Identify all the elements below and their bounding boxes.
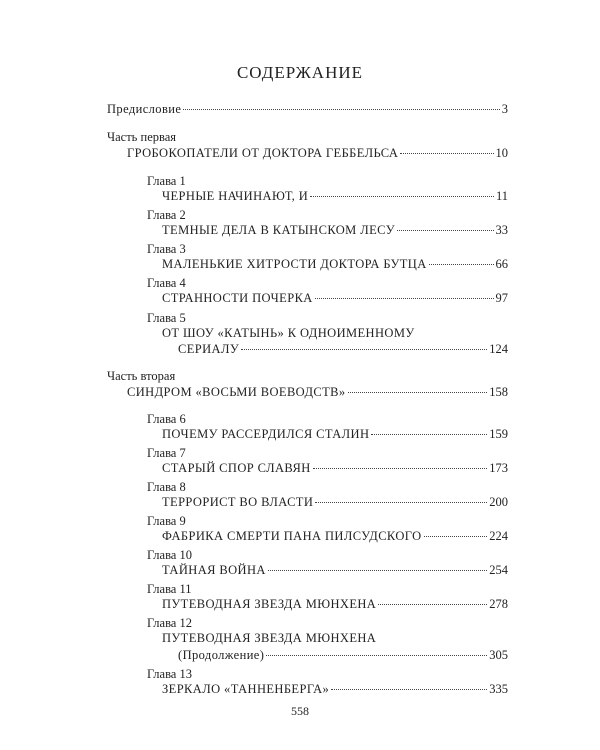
entry-page: 33: [495, 223, 508, 237]
entry-title: СТРАННОСТИ ПОЧЕРКА: [162, 291, 313, 305]
entry-title: ЧЕРНЫЕ НАЧИНАЮТ, И: [162, 189, 309, 203]
entry-title: МАЛЕНЬКИЕ ХИТРОСТИ ДОКТОРА БУТЦА: [162, 257, 427, 271]
chapter-label: Глава 1: [147, 174, 186, 188]
part-label: Часть первая: [107, 130, 177, 144]
toc-entry-chapter: [162, 290, 508, 306]
entry-title: ТЕМНЫЕ ДЕЛА В КАТЫНСКОМ ЛЕСУ: [162, 223, 395, 237]
entry-title: СЕРИАЛУ: [178, 342, 240, 356]
entry-title: СТАРЫЙ СПОР СЛАВЯН: [162, 461, 311, 475]
dot-leader: [348, 391, 488, 393]
toc-entry-chapter: [178, 647, 508, 663]
entry-page: 254: [489, 563, 508, 577]
dot-leader: [429, 263, 494, 265]
chapter-label: Глава 11: [147, 582, 192, 596]
entry-title: (Продолжение): [178, 648, 265, 662]
toc-entry-chapter: [162, 460, 508, 476]
toc-entry-chapter: [162, 256, 508, 272]
chapter-label: Глава 13: [147, 667, 192, 681]
toc-entry-chapter: [162, 681, 508, 697]
entry-title-line1: ОТ ШОУ «КАТЫНЬ» К ОДНОИМЕННОМУ: [162, 326, 415, 340]
part-label: Часть вторая: [107, 369, 176, 383]
chapter-label: Глава 12: [147, 616, 192, 630]
chapter-label: Глава 9: [147, 514, 186, 528]
dot-leader: [268, 569, 487, 571]
dot-leader: [315, 501, 487, 503]
dot-leader: [266, 654, 487, 656]
entry-page: 224: [489, 529, 508, 543]
entry-page: 305: [489, 648, 508, 662]
entry-page: 3: [501, 102, 508, 116]
entry-title-line1: ПУТЕВОДНАЯ ЗВЕЗДА МЮНХЕНА: [162, 631, 377, 645]
page-title: СОДЕРЖАНИЕ: [236, 63, 364, 82]
chapter-label: Глава 4: [147, 276, 186, 290]
toc-entry-part: [127, 145, 508, 161]
chapter-label: Глава 6: [147, 412, 186, 426]
toc-entry-chapter: [162, 528, 508, 544]
entry-title: ФАБРИКА СМЕРТИ ПАНА ПИЛСУДСКОГО: [162, 529, 422, 543]
chapter-label: Глава 5: [147, 311, 186, 325]
toc-entry-chapter: [162, 188, 508, 204]
dot-leader: [241, 348, 487, 350]
dot-leader: [397, 229, 494, 231]
entry-title: ТАЙНАЯ ВОЙНА: [162, 563, 266, 577]
entry-page: 200: [489, 495, 508, 509]
entry-page: 173: [489, 461, 508, 475]
entry-page: 158: [489, 385, 508, 399]
entry-title: ТЕРРОРИСТ ВО ВЛАСТИ: [162, 495, 314, 509]
dot-leader: [424, 535, 488, 537]
entry-page: 278: [489, 597, 508, 611]
entry-title: ЗЕРКАЛО «ТАННЕНБЕРГА»: [162, 682, 330, 696]
toc-entry-part: [127, 384, 508, 400]
toc-entry-chapter: [162, 562, 508, 578]
entry-title: СИНДРОМ «ВОСЬМИ ВОЕВОДСТВ»: [127, 385, 346, 399]
chapter-label: Глава 3: [147, 242, 186, 256]
entry-title: ПОЧЕМУ РАССЕРДИЛСЯ СТАЛИН: [162, 427, 370, 441]
dot-leader: [310, 195, 494, 197]
entry-page: 11: [495, 189, 508, 203]
entry-page: 97: [495, 291, 508, 305]
dot-leader: [400, 152, 493, 154]
dot-leader: [313, 467, 488, 469]
toc-entry-chapter: [162, 494, 508, 510]
entry-title: ГРОБОКОПАТЕЛИ ОТ ДОКТОРА ГЕББЕЛЬСА: [127, 146, 399, 160]
entry-title: Предисловие: [107, 102, 182, 116]
toc-entry-chapter: [162, 426, 508, 442]
dot-leader: [315, 297, 494, 299]
entry-page: 124: [489, 342, 508, 356]
entry-page: 159: [489, 427, 508, 441]
dot-leader: [331, 688, 487, 690]
chapter-label: Глава 2: [147, 208, 186, 222]
entry-page: 335: [489, 682, 508, 696]
toc-entry-chapter: [162, 222, 508, 238]
chapter-label: Глава 10: [147, 548, 192, 562]
dot-leader: [378, 603, 487, 605]
page-number: 558: [291, 704, 309, 718]
chapter-label: Глава 7: [147, 446, 186, 460]
entry-page: 66: [495, 257, 508, 271]
chapter-label: Глава 8: [147, 480, 186, 494]
entry-title: ПУТЕВОДНАЯ ЗВЕЗДА МЮНХЕНА: [162, 597, 377, 611]
entry-page: 10: [495, 146, 508, 160]
toc-entry-chapter: [178, 341, 508, 357]
dot-leader: [371, 433, 487, 435]
dot-leader: [183, 108, 499, 110]
toc-entry-preface: [107, 101, 508, 117]
toc-entry-chapter: [162, 596, 508, 612]
